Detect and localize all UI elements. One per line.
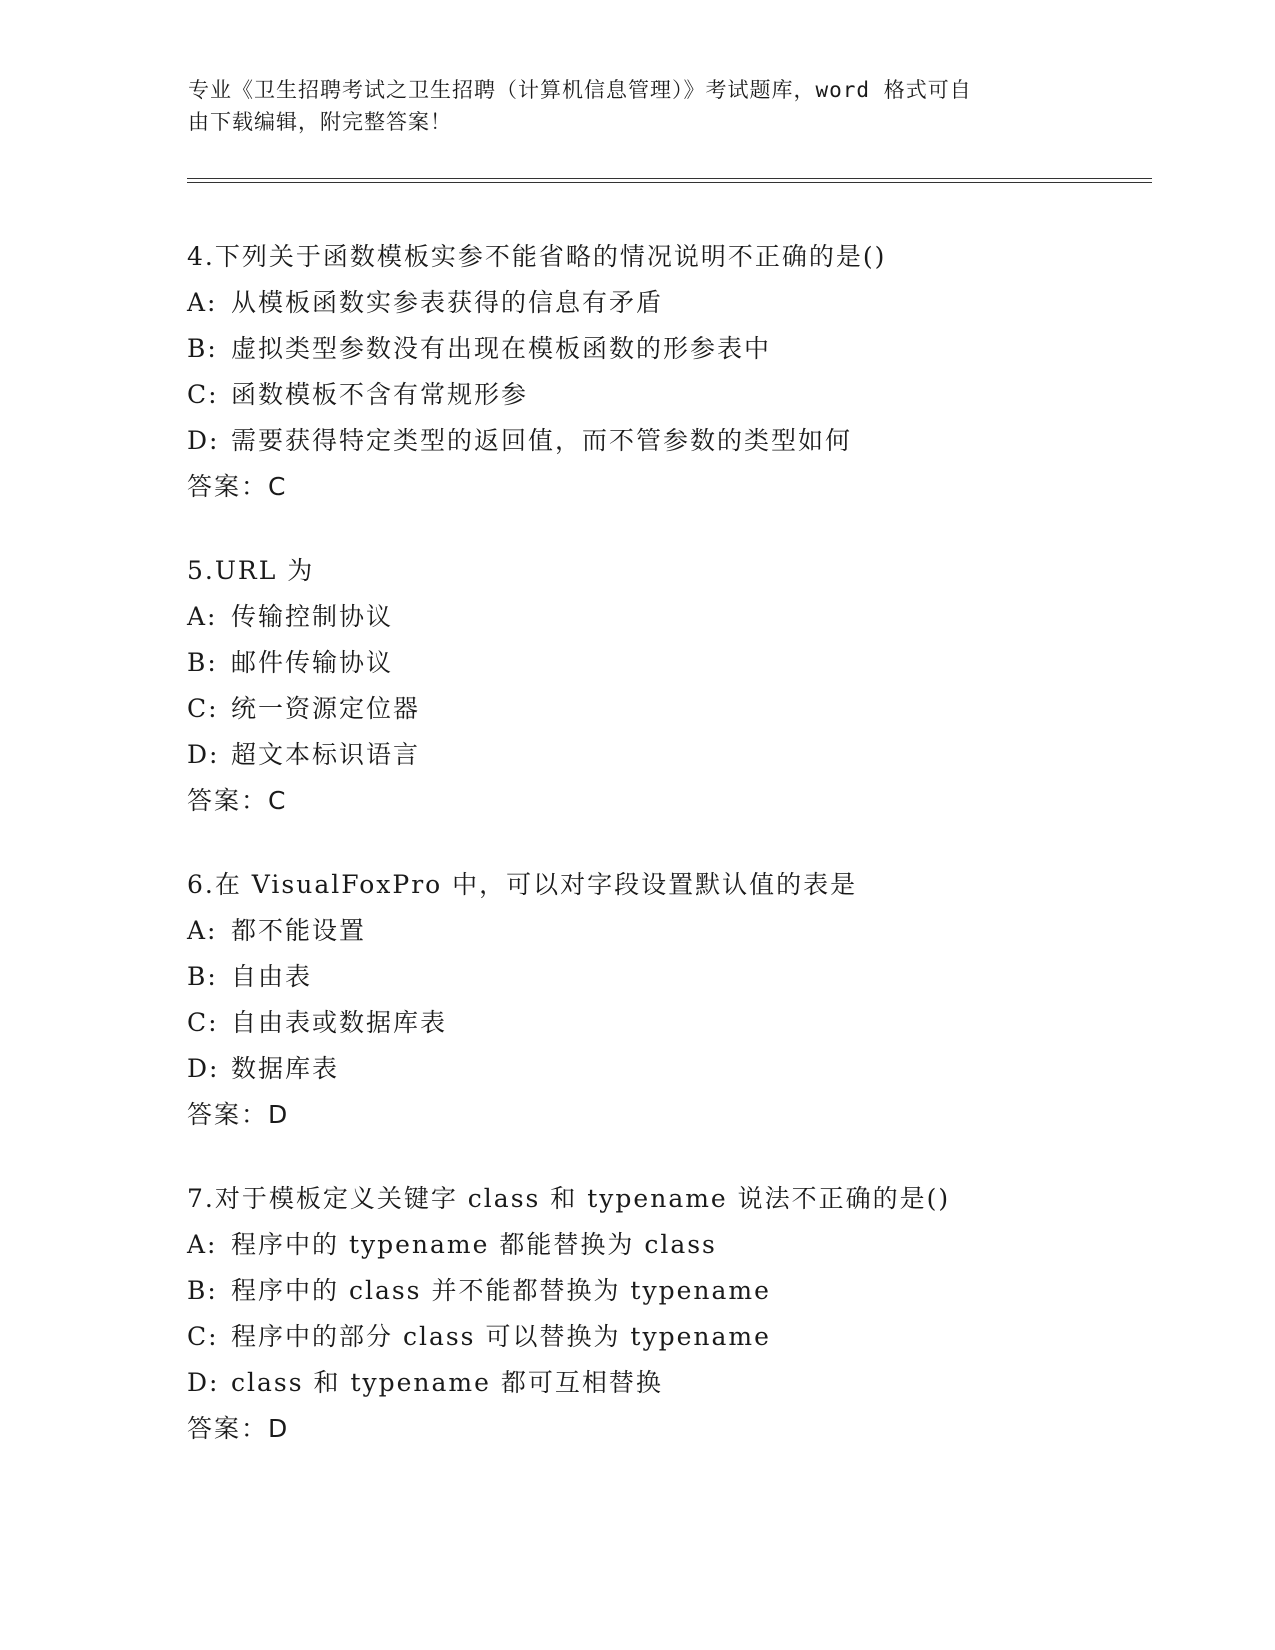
question-4 bbox=[187, 234, 1187, 510]
header-divider-bottom bbox=[187, 182, 1152, 183]
option-text: 需要获得特定类型的返回值，而不管参数的类型如何 bbox=[231, 426, 853, 455]
option-c bbox=[187, 1000, 1187, 1046]
option-letter: D: bbox=[187, 1368, 220, 1397]
option-letter: A: bbox=[187, 602, 218, 631]
option-a bbox=[187, 280, 1187, 326]
option-letter: B: bbox=[187, 648, 218, 677]
option-text: 虚拟类型参数没有出现在模板函数的形参表中 bbox=[231, 334, 772, 363]
option-a bbox=[187, 594, 1187, 640]
option-text: 自由表或数据库表 bbox=[231, 1008, 448, 1037]
option-text: 传输控制协议 bbox=[231, 602, 394, 631]
option-letter: A: bbox=[187, 1230, 218, 1259]
option-text: 程序中的 typename 都能替换为 class bbox=[231, 1230, 717, 1259]
option-d bbox=[187, 1046, 1187, 1092]
header-line-2: 由下载编辑，附完整答案！ bbox=[188, 110, 452, 134]
option-letter: A: bbox=[187, 288, 218, 317]
option-letter: C: bbox=[187, 380, 219, 409]
question-title: 4.下列关于函数模板实参不能省略的情况说明不正确的是() bbox=[187, 242, 887, 271]
question-list bbox=[187, 234, 1187, 1490]
option-letter: D: bbox=[187, 426, 220, 455]
option-text: class 和 typename 都可互相替换 bbox=[231, 1368, 663, 1397]
option-c bbox=[187, 686, 1187, 732]
question-title: 6.在 VisualFoxPro 中，可以对字段设置默认值的表是 bbox=[187, 870, 858, 899]
option-b bbox=[187, 1268, 1187, 1314]
option-a bbox=[187, 908, 1187, 954]
option-letter: A: bbox=[187, 916, 218, 945]
option-c bbox=[187, 1314, 1187, 1360]
option-b bbox=[187, 954, 1187, 1000]
option-letter: D: bbox=[187, 1054, 220, 1083]
option-letter: B: bbox=[187, 334, 218, 363]
question-5 bbox=[187, 548, 1187, 824]
option-text: 从模板函数实参表获得的信息有矛盾 bbox=[231, 288, 664, 317]
option-letter: D: bbox=[187, 740, 220, 769]
option-d bbox=[187, 418, 1187, 464]
answer-line: 答案：C bbox=[187, 786, 288, 815]
option-text: 函数模板不含有常规形参 bbox=[231, 380, 529, 409]
question-7 bbox=[187, 1176, 1187, 1452]
question-6 bbox=[187, 862, 1187, 1138]
option-text: 数据库表 bbox=[231, 1054, 340, 1083]
option-letter: B: bbox=[187, 962, 218, 991]
option-d bbox=[187, 732, 1187, 778]
option-text: 自由表 bbox=[231, 962, 313, 991]
option-letter: C: bbox=[187, 1008, 219, 1037]
option-a bbox=[187, 1222, 1187, 1268]
header-line-1: 专业《卫生招聘考试之卫生招聘（计算机信息管理）》考试题库，word 格式可自 bbox=[188, 78, 972, 102]
option-text: 程序中的 class 并不能都替换为 typename bbox=[231, 1276, 771, 1305]
header-divider-top bbox=[187, 178, 1152, 179]
answer-line: 答案：D bbox=[187, 1414, 290, 1443]
option-text: 超文本标识语言 bbox=[231, 740, 421, 769]
option-letter: B: bbox=[187, 1276, 218, 1305]
answer-line: 答案：D bbox=[187, 1100, 290, 1129]
option-b bbox=[187, 326, 1187, 372]
option-text: 都不能设置 bbox=[231, 916, 367, 945]
option-letter: C: bbox=[187, 1322, 219, 1351]
question-title: 7.对于模板定义关键字 class 和 typename 说法不正确的是() bbox=[187, 1184, 951, 1213]
option-letter: C: bbox=[187, 694, 219, 723]
option-text: 邮件传输协议 bbox=[231, 648, 394, 677]
document-header bbox=[188, 74, 1088, 138]
option-text: 程序中的部分 class 可以替换为 typename bbox=[231, 1322, 771, 1351]
option-text: 统一资源定位器 bbox=[231, 694, 421, 723]
answer-line: 答案：C bbox=[187, 472, 288, 501]
option-c bbox=[187, 372, 1187, 418]
option-d bbox=[187, 1360, 1187, 1406]
option-b bbox=[187, 640, 1187, 686]
question-title: 5.URL 为 bbox=[187, 556, 315, 585]
